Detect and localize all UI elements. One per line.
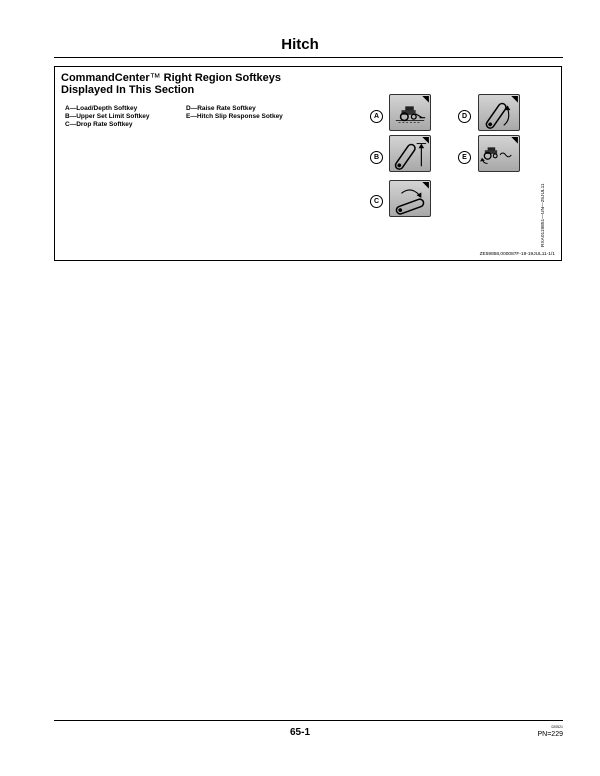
heading-rest: Right Region Softkeys — [160, 72, 282, 84]
legend-item-c: C—Drop Rate Softkey — [65, 121, 133, 128]
callout-b: B — [370, 151, 383, 164]
upper-set-limit-icon — [390, 136, 430, 171]
callout-a: A — [370, 110, 383, 123]
reference-code: ZE59858,000087F-19-19JUL11-1/1 — [479, 252, 555, 257]
callout-d: D — [458, 110, 471, 123]
page-number: 65-1 — [289, 727, 310, 738]
hitch-slip-response-icon — [479, 136, 519, 171]
callout-c: C — [370, 195, 383, 208]
softkeys-section: CommandCenter™ Right Region Softkeys Displayed In This Section A—Load/Depth Softkey B—Upper Set Limit Softkey C—Drop Rate Softkey D—Raise Rate Softkey E—Hitch Slip Response Sotkey A D B E C RXA0119851—UN—25JUL11 ZE59858,000087F-19-19JUL11-1/1 — [54, 66, 562, 261]
section-heading — [61, 72, 341, 96]
legend-item-a: A—Load/Depth Softkey — [65, 105, 138, 112]
raise-rate-softkey — [478, 94, 520, 131]
load-depth-softkey — [389, 94, 431, 131]
footer-date-code: 020521 — [551, 725, 563, 729]
part-number: PN=229 — [537, 731, 563, 738]
drop-rate-icon — [390, 181, 430, 216]
page-title: Hitch — [281, 36, 319, 53]
tractor-plow-load-depth-icon — [390, 95, 430, 130]
footer-divider — [54, 720, 563, 721]
heading-line2: Displayed In This Section — [61, 84, 195, 96]
raise-rate-icon — [479, 95, 519, 130]
legend-item-e: E—Hitch Slip Response Sotkey — [186, 113, 283, 120]
legend-column-2 — [186, 105, 283, 121]
upper-set-limit-softkey — [389, 135, 431, 172]
legend-column-1 — [65, 105, 150, 129]
drop-rate-softkey — [389, 180, 431, 217]
trademark-symbol: ™ — [149, 72, 161, 84]
legend-item-d: D—Raise Rate Softkey — [186, 105, 256, 112]
legend-item-b: B—Upper Set Limit Softkey — [65, 113, 150, 120]
hitch-slip-response-softkey — [478, 135, 520, 172]
title-divider — [54, 57, 563, 58]
heading-brand: CommandCenter — [61, 72, 150, 84]
callout-e: E — [458, 151, 471, 164]
